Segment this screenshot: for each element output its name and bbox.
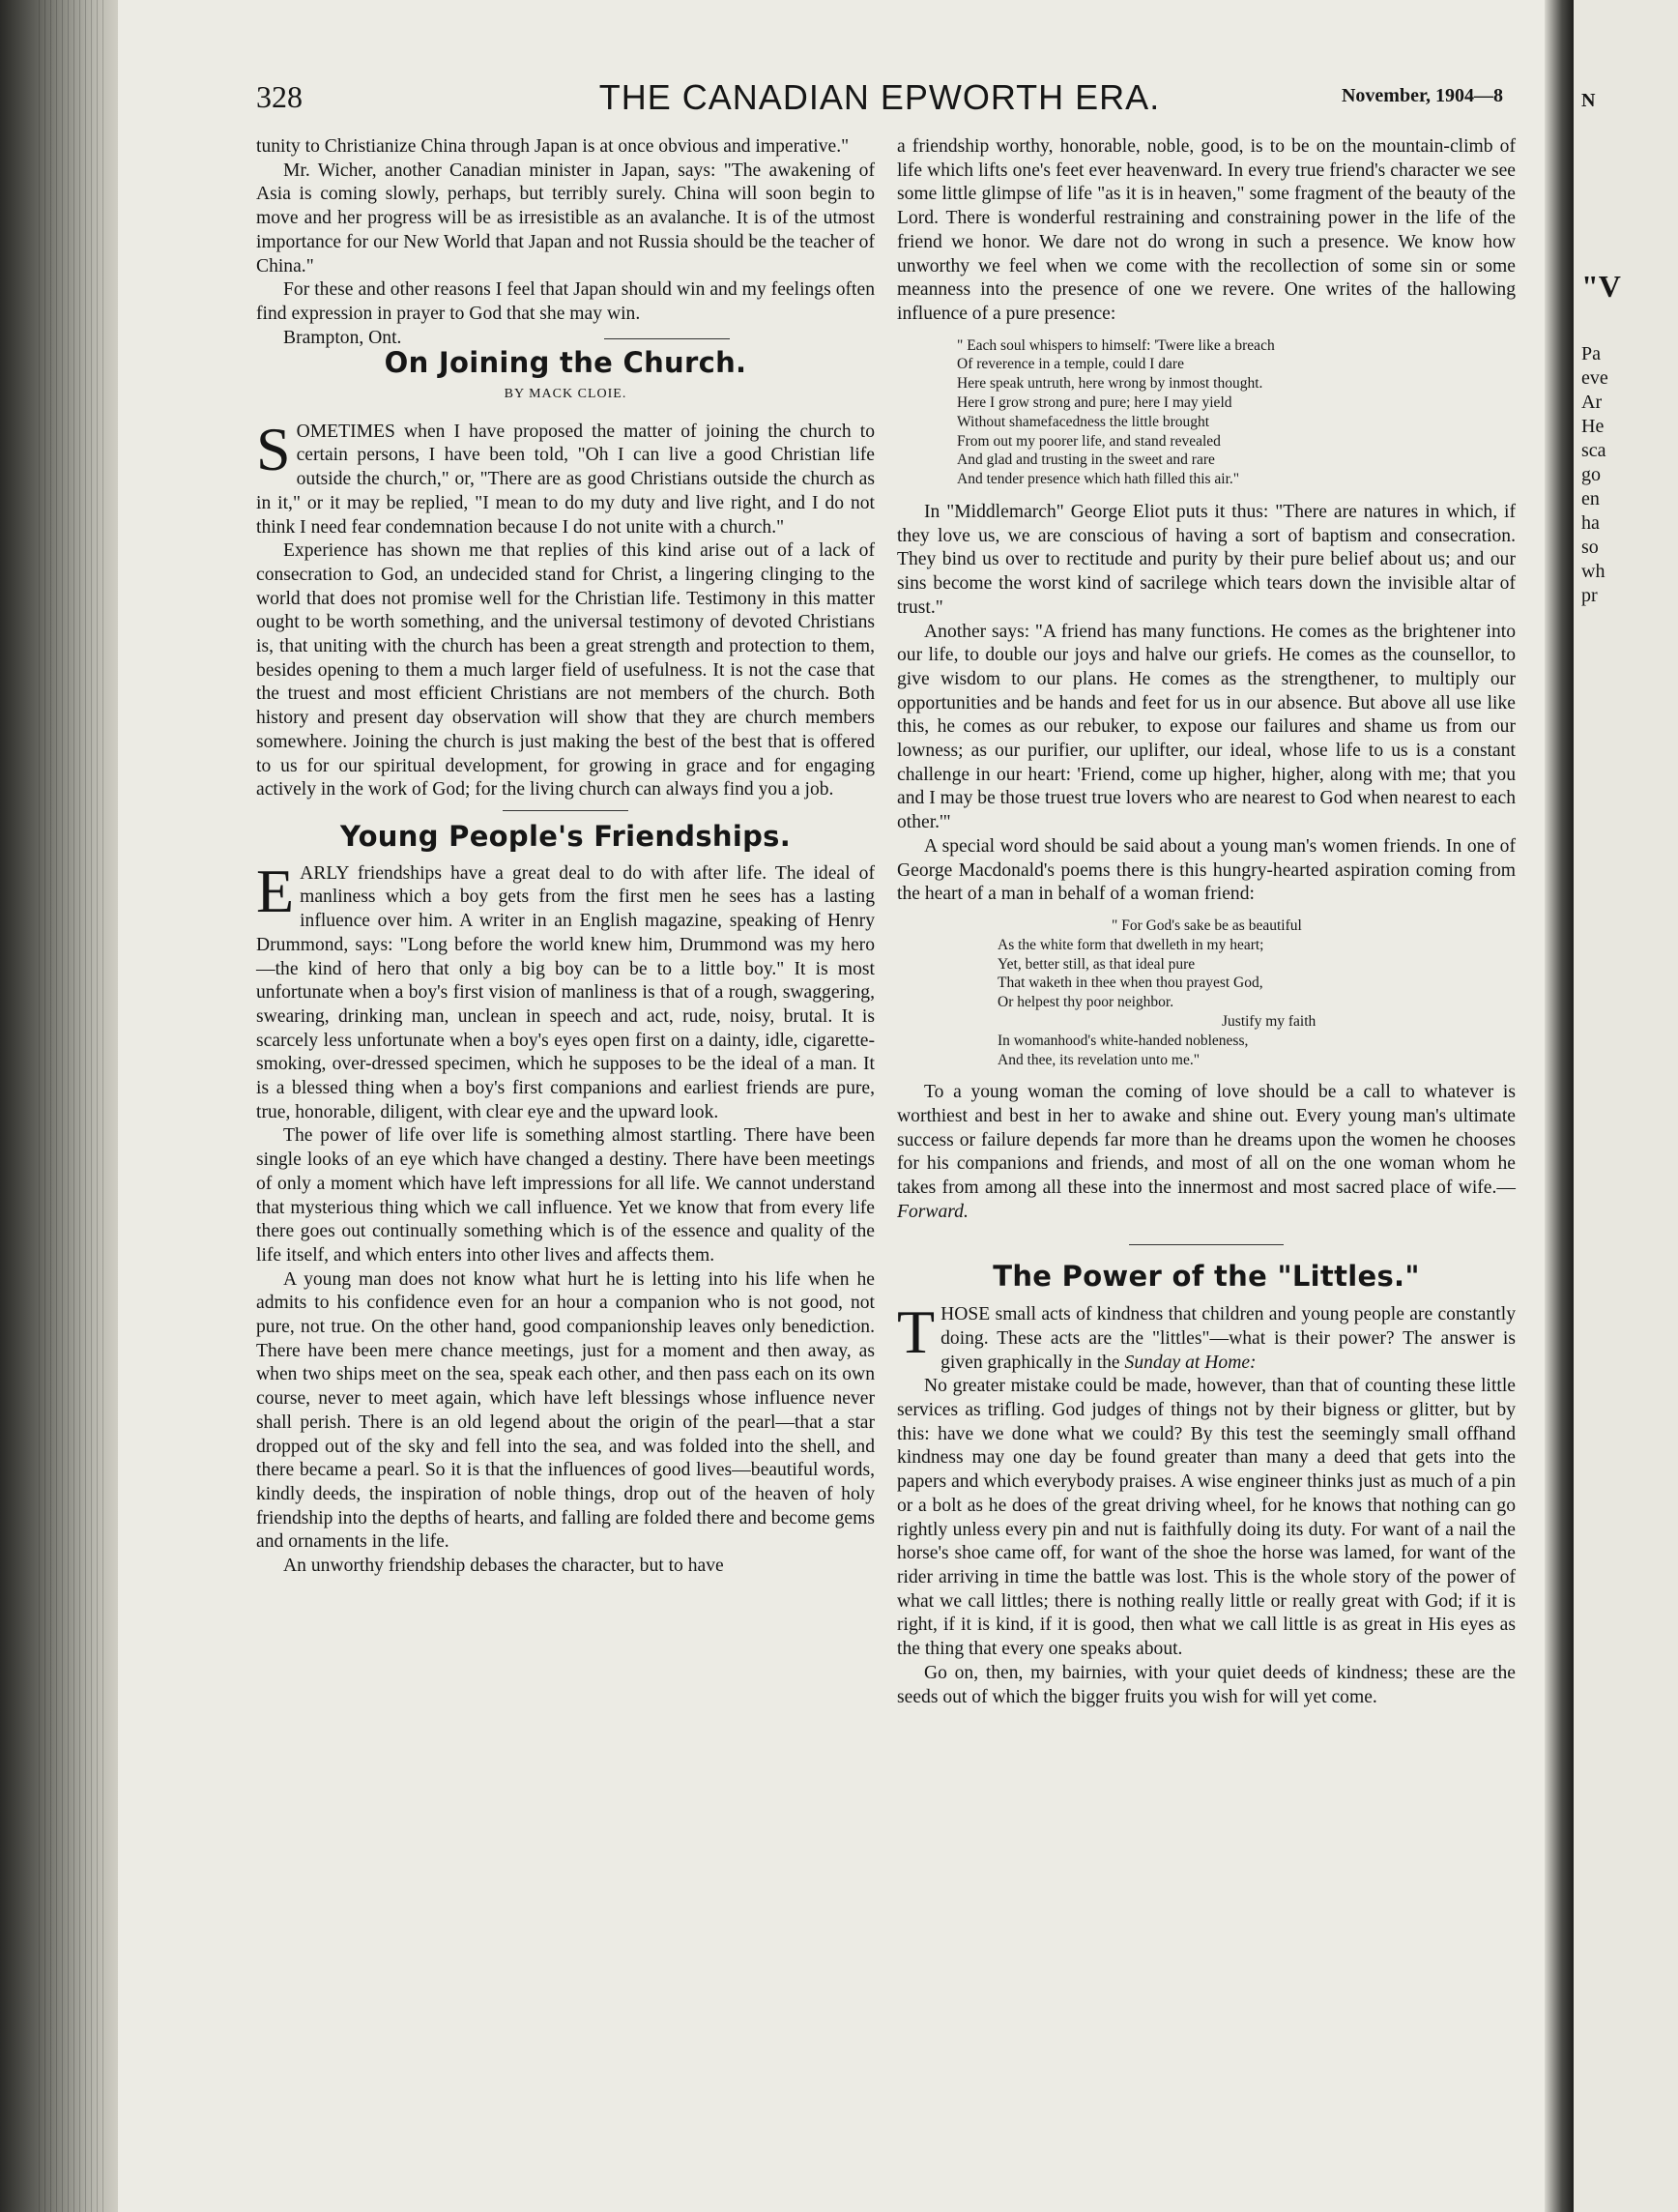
poem-line: Yet, better still, as that ideal pure [998,955,1196,973]
page-number: 328 [256,79,303,114]
paragraph: tunity to Christianize China through Japan is at once obvious and imperative." [256,136,850,157]
poem-line: From out my poorer life, and stand revealed [957,432,1221,450]
paragraph [256,856,875,1125]
right-column [897,135,1516,1709]
source-citation: Forward. [897,1201,969,1222]
paragraph-text: HOSE small acts of kindness that children and young people are constantly doing. These acts are the "littles"—what is their power? The answer is given graphically in the [940,1304,1516,1373]
paragraph: Mr. Wicher, another Canadian minister in Japan, says: "The awakening of Asia is coming slowly, perhaps, but terribly surely. China will soon begin to move and her progress will be as irresistible as an avalanche. It is of the utmost importance for our New World that Japan and not Russia should be the teacher of China." [256,160,875,276]
poem-line: " For God's sake be as beautiful [1112,917,1302,934]
page-gutter [1545,0,1574,2212]
paragraph: An unworthy friendship debases the character, but to have [283,1556,724,1577]
article-title: On Joining the Church. [384,346,747,380]
poem-line: Here speak untruth, here wrong by inmost thought. [957,375,1263,393]
poem-line: That waketh in thee when thou prayest God, [998,975,1263,992]
poem-line: As the white form that dwelleth in my heart; [998,936,1264,953]
poem-line: Without shamefacedness the little brought [957,413,1210,430]
next-page-text: "V [1581,269,1621,304]
signoff: Brampton, Ont. [283,327,402,348]
paragraph: For these and other reasons I feel that Japan should win and my feelings often find expression in prayer to God that she may win. [256,279,875,324]
next-page-text: wh [1581,561,1606,582]
poem-line: " Each soul whispers to himself: 'Twere like a breach [957,336,1275,354]
section-rule [1129,1244,1284,1245]
next-page-text: N [1581,90,1596,111]
next-page-text: pr [1581,585,1598,606]
adjacent-page-fragment [1574,0,1678,2212]
poem-line: And glad and trusting in the sweet and rare [957,451,1215,469]
next-page-text: eve [1581,367,1608,389]
next-page-text: Pa [1581,343,1601,364]
next-page-text: ha [1581,512,1600,534]
paragraph-text: To a young woman the coming of love should be a call to whatever is worthiest and best in her to awake and shine out. Every young man's ultimate success or failure depends far more than he dreams upon the women he chooses for his companions and friends, and most of all on the one woman whom he takes from among all these into the innermost and most sacred place of wife.— [897,1082,1516,1199]
paragraph: A special word should be said about a young man's women friends. In one of George Macdonald's poems there is this hungry-hearted aspiration coming from the heart of a man in behalf of a woman friend: [897,835,1516,905]
next-page-text: He [1581,416,1605,437]
next-page-text: go [1581,464,1601,485]
paragraph: No greater mistake could be made, however, than that of counting these little services as trifling. God judges of things not by their bigness or glitter, but by this: have we done what we could? By this test the seemingly small offhand kindness may one day be found greater than many a deed that gets into the papers and which everybody praises. A wise engineer thinks just as much of a pin or a bolt as he does of the great driving wheel, for he knows that nothing can go rightly unless every pin and nut is faithfully doing its duty. For want of a nail the horse's shoe came off, for want of the shoe the horse was lamed, for want of the rider arriving in time the battle was lost. This is the whole story of the power of what we call littles; there is nothing really little or really great with God; if it is right, if it is kind, if it is good, then what we call little is as great in His eyes as the thing that every one speaks about. [897,1376,1516,1660]
paragraph: Go on, then, my bairnies, with your quiet deeds of kindness; these are the seeds out of which the bigger fruits you wish for will yet come. [897,1662,1516,1707]
paragraph: A young man does not know what hurt he is letting into his life when he admits to his confidence even for an hour a companion who is not good, not pure, not true. On the other hand, good companionship leaves only benediction. There have been mere chance meetings, just for a moment and then away, as when two ships meet on the sea, speak each other, and then pass each on its own course, never to meet again, which have left blessings whose influence never shall perish. There is an old legend about the origin of the pearl—that a star dropped out of the sky and fell into the sea, and was folded into the shell, and there became a pearl. So it is that the influences of good lives—beautiful words, kindly deeds, the inspiration of noble things, drop out of the heaven of holy friendship into the depths of hearts, and falling are folded there and become gems and ornaments in the life. [256,1268,875,1553]
poem-quote [998,917,1516,1069]
article-title: Young People's Friendships. [339,819,792,853]
paragraph-text: ARLY friendships have a great deal to do with after life. The ideal of manliness which a boy gets from the first men he sees has a lasting influence over him. A writer in an English magazine, speaking of Henry Drummond, says: "Long before the world knew him, Drummond was my hero —the kind of hero that only a big boy can be to a little boy." It is most unfortunate when a boy's first vision of manliness is that of a rough, swaggering, swearing, drinking man, unclean in speech and act, rude, noisy, brutal. It is scarcely less unfortunate when a boy's eyes open first on a dainty, idle, cigarette-smoking, over-dressed specimen, which he supposes to be the ideal of a man. It is a blessed thing when a boy's first companions and earliest friends are pure, true, honorable, diligent, with clear eye and the upward look. [256,862,875,1122]
paragraph: In "Middlemarch" George Eliot puts it thus: "There are natures in which, if they love us, we are conscious of having a sort of baptism and consecration. They bind us over to rectitude and purity by their pure belief about us; and our sins become the worst kind of sacrilege which tears down the invisible altar of trust." [897,502,1516,618]
paragraph [897,1081,1516,1224]
section-rule [503,810,628,811]
next-page-text: sca [1581,440,1606,461]
page-header [256,77,1503,120]
poem-line: Or helpest thy poor neighbor. [998,994,1174,1011]
paragraph: Experience has shown me that replies of this kind arise out of a lack of consecration to God, an undecided stand for Christ, a lingering clinging to the world that does not promise well for the Christian life. Testimony in this matter ought to be worth something, and the universal testimony of devoted Christians is, that uniting with the church has been a great strength and protection to them, besides opening to them a much larger field of usefulness. It is not the case that the truest and most efficient Christians are not members of the church. Both history and present day observation will show that they are church members somewhere. Joining the church is just making the best of the best that is offered to us for our spiritual development, for growing in grace and for engaging actively in the work of God; for the living church can always find you a job. [256,540,875,800]
poem-line: And thee, its revelation unto me." [998,1051,1201,1068]
next-page-text: so [1581,537,1599,558]
next-page-text: Ar [1581,392,1603,413]
poem-line: And tender presence which hath filled this air." [957,471,1240,488]
book-binding-pages [39,0,106,2212]
paragraph: The power of life over life is something almost startling. There have been single looks of an eye which have changed a destiny. There have been meetings of only a moment which have left impressions for all life. We cannot understand that mysterious thing which we call influence. Yet we know that from every life there goes out continually something which is of the essence and quality of the life itself, and which enters into other lives and affects them. [256,1125,875,1266]
poem-line: Of reverence in a temple, could I dare [957,356,1184,373]
issue-date: November, 1904—8 [1341,85,1503,106]
paragraph-text: OMETIMES when I have proposed the matter of joining the church to certain persons, I have been told, "Oh I can live a good Christian life outside the church," or, "There are as good Christians outside the church as in it," or it may be replied, "I mean to do my duty and live right, and I do not think I need fear condemnation because I do not unite with a church." [256,421,875,538]
publication-title: THE CANADIAN EPWORTH ERA. [598,77,1161,117]
source-citation: Sunday at Home: [1124,1352,1257,1373]
poem-quote [957,336,1516,489]
section-rule [604,338,730,339]
left-column [256,135,875,1579]
paragraph [897,1297,1516,1375]
poem-line: Justify my faith [1222,1012,1316,1030]
drop-cap: T [897,1297,936,1367]
poem-line: In womanhood's white-handed nobleness, [998,1032,1249,1049]
byline: BY MACK CLOIE. [504,387,627,402]
drop-cap: S [256,414,291,483]
next-page-text: en [1581,488,1600,509]
poem-line: Here I grow strong and pure; here I may yield [957,394,1232,412]
paragraph: Another says: "A friend has many functions. He comes as the brightener into our life, to double our joys and halve our griefs. He comes as the counsellor, to give wisdom to our plans. He comes as the strengthener, to multiply our opportunities and be hands and feet for us in our absence. But above all use like this, he comes as our rebuker, to expose our failures and shame us from our lowness; as our purifier, our uplifter, our ideal, whose life to us is a constant challenge in our heart: 'Friend, come up higher, higher, along with me; that you and I may be those truest true lovers who are nearest to God when nearest to each other.'" [897,621,1516,833]
article-title: The Power of the "Littles." [993,1259,1420,1293]
paragraph [256,414,875,540]
drop-cap: E [256,856,295,925]
paragraph: a friendship worthy, honorable, noble, good, is to be on the mountain-climb of life which lifts one's feet ever heavenward. In every true friend's character we see some little glimpse of life "as it is in heaven," some fragment of the beauty of the Lord. There is wonderful restraining and constraining power in the life of the friend we honor. We dare not do wrong in such a presence. We know how unworthy we feel when we come with the recollection of some sin or some meanness into the presence of one we revere. One writes of the hallowing influence of a pure presence: [897,136,1516,324]
